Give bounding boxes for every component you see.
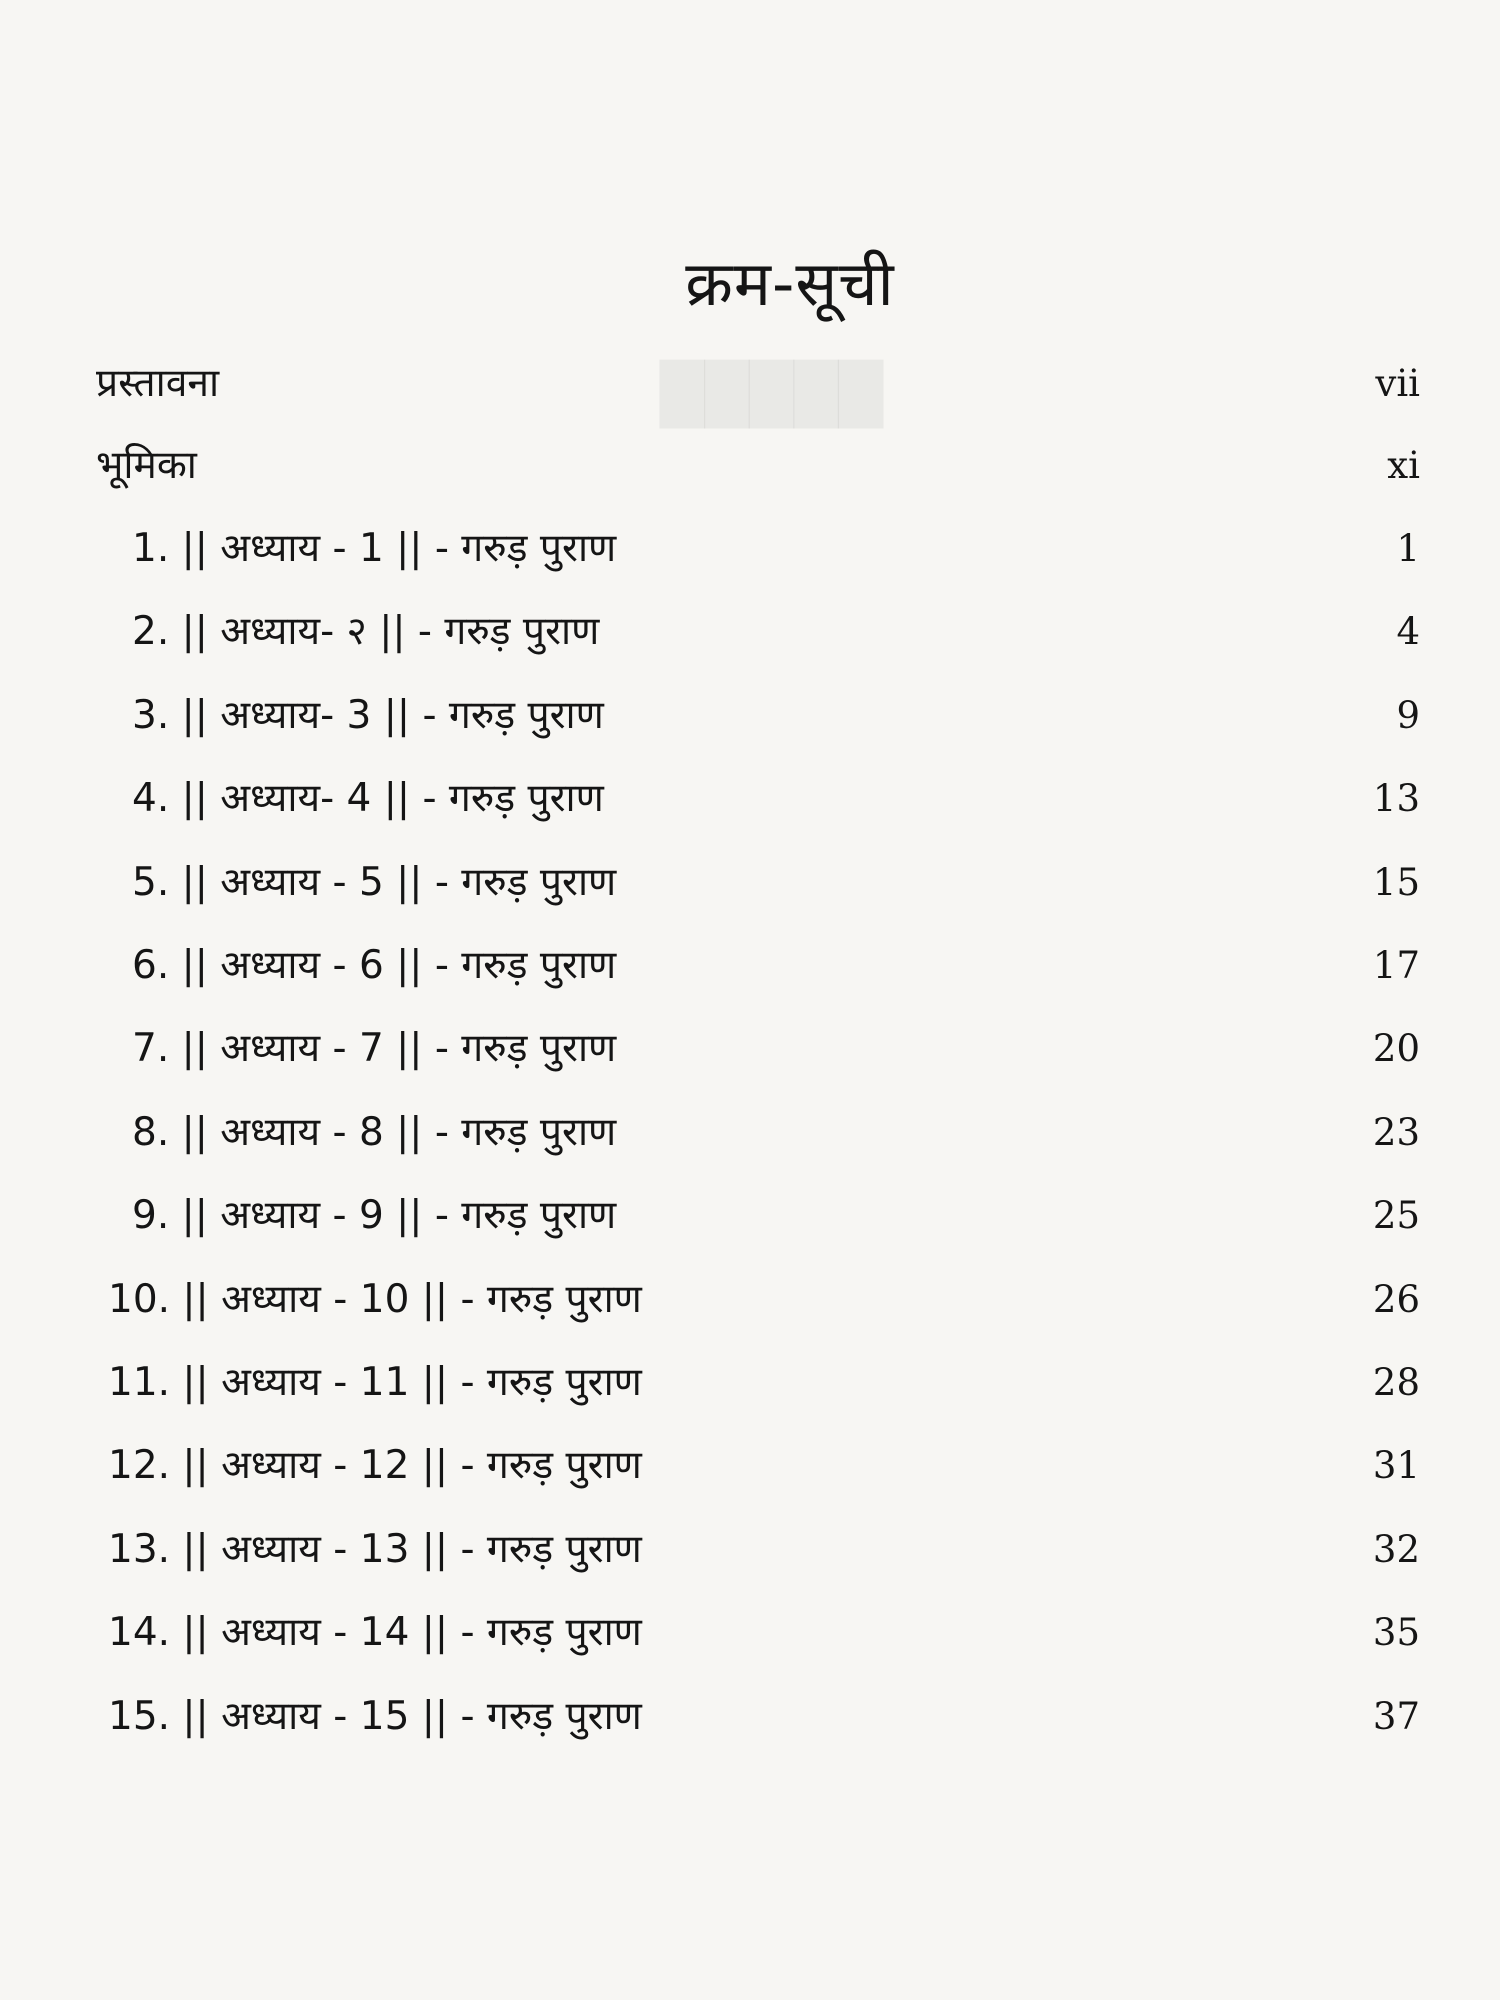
entry-label: 5. || अध्याय - 5 || - गरुड़ पुराण	[132, 860, 617, 905]
entry-page-number: 20	[1372, 1027, 1420, 1070]
toc-entry-chapter-10[interactable]	[0, 1270, 1500, 1330]
entry-page-number: 4	[1396, 610, 1420, 653]
entry-label: 14. || अध्याय - 14 || - गरुड़ पुराण	[108, 1610, 642, 1655]
entry-label: 6. || अध्याय - 6 || - गरुड़ पुराण	[132, 943, 617, 988]
entry-page-number: 13	[1372, 777, 1420, 820]
toc-entry-chapter-11[interactable]	[0, 1353, 1500, 1413]
toc-entry-chapter-7[interactable]	[0, 1019, 1500, 1079]
entry-page-number: 15	[1372, 861, 1420, 904]
entry-label: 12. || अध्याय - 12 || - गरुड़ पुराण	[108, 1443, 642, 1488]
entry-page-number: 23	[1372, 1111, 1420, 1154]
entry-page-number: 35	[1372, 1611, 1420, 1654]
toc-entry-bhumika[interactable]	[0, 436, 1500, 496]
entry-page-number: 28	[1372, 1361, 1420, 1404]
entry-page-number: 26	[1372, 1278, 1420, 1321]
toc-entry-chapter-8[interactable]	[0, 1103, 1500, 1163]
toc-entry-chapter-14[interactable]	[0, 1603, 1500, 1663]
entry-page-number: 31	[1372, 1444, 1420, 1487]
entry-label: 2. || अध्याय- २ || - गरुड़ पुराण	[132, 609, 600, 654]
entry-label: 1. || अध्याय - 1 || - गरुड़ पुराण	[132, 526, 617, 571]
entry-page-number: vii	[1375, 362, 1420, 405]
entry-page-number: 17	[1372, 944, 1420, 987]
entry-label: 13. || अध्याय - 13 || - गरुड़ पुराण	[108, 1527, 642, 1572]
toc-entry-chapter-3[interactable]	[0, 686, 1500, 746]
toc-entry-chapter-13[interactable]	[0, 1520, 1500, 1580]
entry-label: 15. || अध्याय - 15 || - गरुड़ पुराण	[108, 1694, 642, 1739]
entry-label: 3. || अध्याय- 3 || - गरुड़ पुराण	[132, 693, 604, 738]
toc-entry-chapter-5[interactable]	[0, 853, 1500, 913]
entry-label: 7. || अध्याय - 7 || - गरुड़ पुराण	[132, 1026, 617, 1071]
toc-entry-chapter-2[interactable]	[0, 602, 1500, 662]
entry-page-number: 1	[1396, 527, 1420, 570]
toc-entry-chapter-6[interactable]	[0, 936, 1500, 996]
page-title: क्रम-सूची	[685, 247, 895, 320]
toc-entry-prastavana[interactable]	[0, 354, 1500, 414]
toc-entry-chapter-1[interactable]	[0, 519, 1500, 579]
entry-label: 11. || अध्याय - 11 || - गरुड़ पुराण	[108, 1360, 642, 1405]
entry-label: प्रस्तावना	[96, 361, 220, 406]
show-through-text: █████	[660, 360, 884, 428]
entry-label: 10. || अध्याय - 10 || - गरुड़ पुराण	[108, 1277, 642, 1322]
toc-entry-chapter-15[interactable]	[0, 1687, 1500, 1747]
entry-page-number: 37	[1372, 1695, 1420, 1738]
entry-label: 8. || अध्याय - 8 || - गरुड़ पुराण	[132, 1110, 617, 1155]
entry-label: भूमिका	[96, 443, 197, 488]
entry-label: 4. || अध्याय- 4 || - गरुड़ पुराण	[132, 776, 604, 821]
entry-page-number: xi	[1387, 444, 1420, 487]
entry-page-number: 25	[1372, 1194, 1420, 1237]
entry-page-number: 9	[1396, 694, 1420, 737]
toc-entry-chapter-4[interactable]	[0, 769, 1500, 829]
toc-entry-chapter-9[interactable]	[0, 1186, 1500, 1246]
entry-page-number: 32	[1372, 1528, 1420, 1571]
entry-label: 9. || अध्याय - 9 || - गरुड़ पुराण	[132, 1193, 617, 1238]
toc-entry-chapter-12[interactable]	[0, 1436, 1500, 1496]
